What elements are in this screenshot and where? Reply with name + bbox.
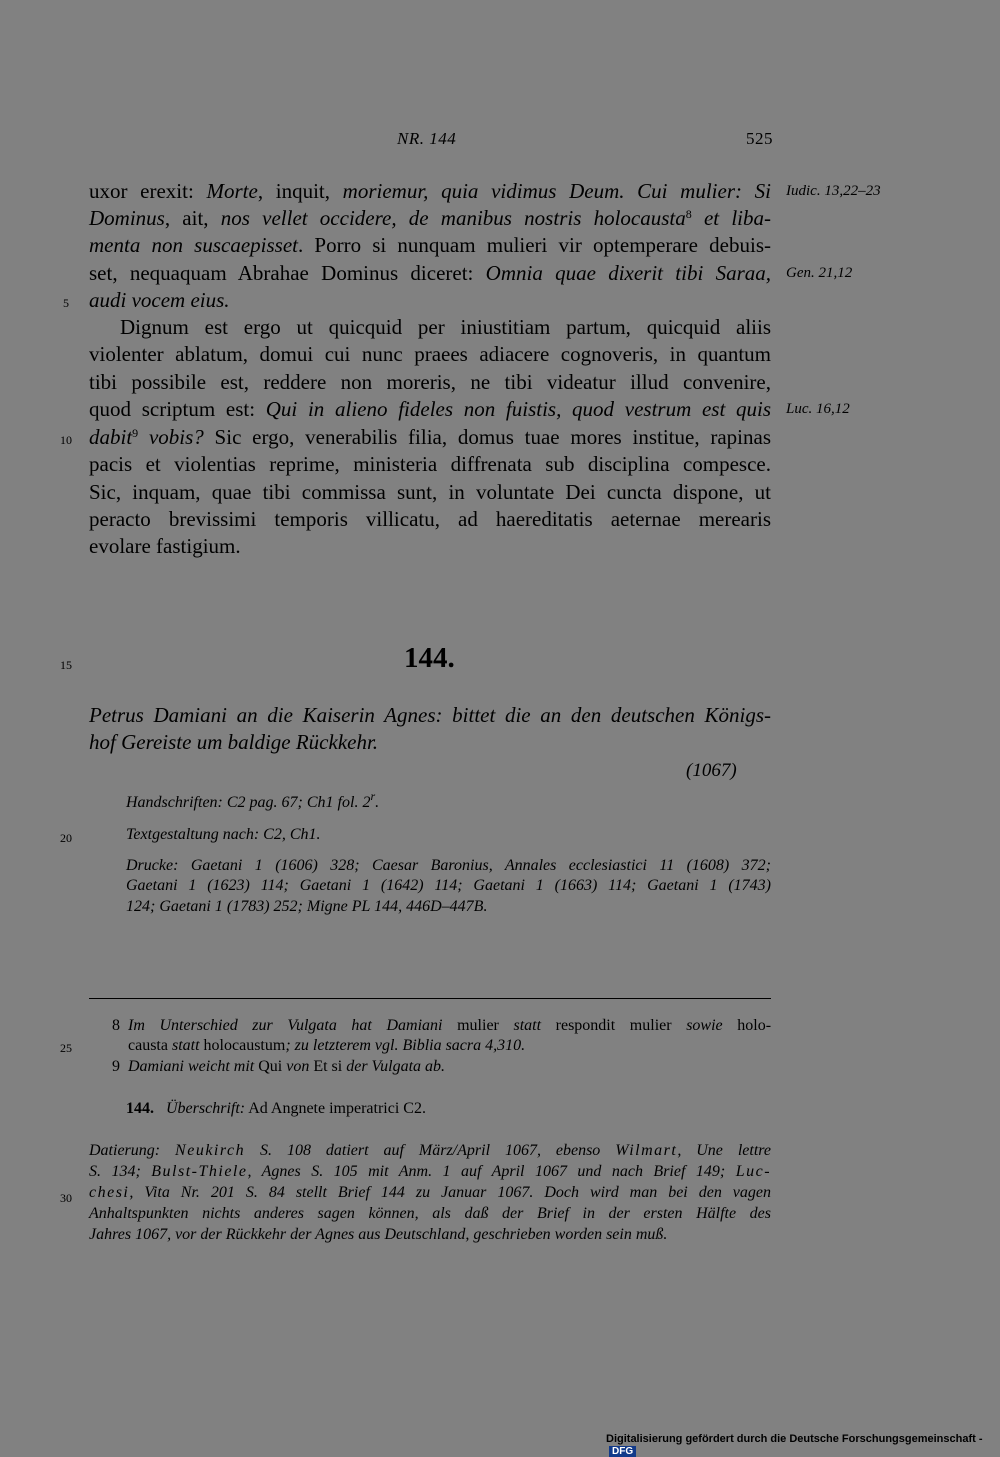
dating-line: Jahres 1067, vor der Rückkehr der Agnes aus Deutschland, geschrieben worden sein muß. xyxy=(89,1226,668,1243)
apparatus-note: 144. Überschrift: Ad Angnete imperatrici C2. xyxy=(126,1100,426,1117)
letter-number: 144. xyxy=(404,642,455,674)
dating-line: chesi, Vita Nr. 201 S. 84 stellt Brief 144 zu Januar 1067. Doch wird man bei den vagen xyxy=(89,1184,771,1201)
letter-date: (1067) xyxy=(686,760,737,781)
line-number: 20 xyxy=(60,831,72,845)
text-line-13: peracto brevissimi temporis villicatu, ad haereditatis aeternae merearis xyxy=(89,507,771,531)
editions-line: Gaetani 1 (1623) 114; Gaetani 1 (1642) 114; Gaetani 1 (1663) 114; Gaetani 1 (1743) xyxy=(126,877,771,894)
footnote-divider xyxy=(89,998,771,999)
text-line-6: Dignum est ergo ut quicquid per iniustitiam partum, quicquid aliis xyxy=(120,315,771,339)
letter-title-line: Petrus Damiani an die Kaiserin Agnes: bittet die an den deutschen Königs- xyxy=(89,703,771,727)
text-basis: Textgestaltung nach: C2, Ch1. xyxy=(126,826,321,843)
footnote-number: 9 xyxy=(112,1058,120,1075)
text-line-4: set, nequaquam Abrahae Dominus diceret: Omnia quae dixerit tibi Saraa, xyxy=(89,261,771,285)
text-line-11: pacis et violentias reprime, ministeria diffrenata sub disciplina compesce. xyxy=(89,452,771,476)
text-line-3: menta non suscaepisset. Porro si nunquam mulieri vir optemperare debuis- xyxy=(89,233,771,257)
margin-reference: Gen. 21,12 xyxy=(786,265,853,281)
dating-line: S. 134; Bulst-Thiele, Agnes S. 105 mit Anm. 1 auf April 1067 und nach Brief 149; Luc- xyxy=(89,1163,772,1180)
footnote-8-line: Im Unterschied zur Vulgata hat Damiani mulier statt respondit mulier sowie holo- xyxy=(128,1017,772,1034)
footnote-ref-8[interactable]: 8 xyxy=(685,207,692,221)
text-line-1: uxor erexit: Morte, inquit, moriemur, quia vidimus Deum. Cui mulier: Si xyxy=(89,179,771,203)
footnote-ref-9[interactable]: 9 xyxy=(132,426,139,440)
letter-title-line: hof Gereiste um baldige Rückkehr. xyxy=(89,730,379,754)
line-number: 30 xyxy=(60,1191,72,1205)
editions-line: 124; Gaetani 1 (1783) 252; Migne PL 144, 446D–447B. xyxy=(126,898,488,915)
text-line-5: audi vocem eius. xyxy=(89,288,230,312)
line-number: 5 xyxy=(63,296,69,310)
margin-reference: Iudic. 13,22–23 xyxy=(786,183,881,199)
page-number: 525 xyxy=(746,129,773,148)
editions-line: Drucke: Gaetani 1 (1606) 328; Caesar Baronius, Annales ecclesiastici 11 (1608) 372; xyxy=(126,857,771,874)
text-line-14: evolare fastigium. xyxy=(89,534,241,558)
text-line-8: tibi possibile est, reddere non moreris, ne tibi videatur illud convenire, xyxy=(89,370,771,394)
text-line-7: violenter ablatum, domui cui nunc praees adiacere cognoveris, in quantum xyxy=(89,342,771,366)
footnote-8-line: causta statt holocaustum; zu letzterem vgl. Biblia sacra 4,310. xyxy=(128,1037,526,1054)
dfg-logo: DFG xyxy=(609,1446,636,1457)
line-number: 15 xyxy=(60,658,72,672)
text-line-2: Dominus, ait, nos vellet occidere, de manibus nostris holocausta$^8$ et liba- xyxy=(89,206,771,230)
text-line-10: dabit$^9$ vobis? Sic ergo, venerabilis filia, domus tuae mores institue, rapinas xyxy=(89,425,772,449)
line-number: 25 xyxy=(60,1041,72,1055)
line-number: 10 xyxy=(60,433,72,447)
running-head: NR. 144 xyxy=(397,129,457,148)
manuscripts: Handschriften: C2 pag. 67; Ch1 fol. 2$^r$. xyxy=(126,789,380,811)
text-line-12: Sic, inquam, quae tibi commissa sunt, in voluntate Dei cuncta dispone, ut xyxy=(89,480,771,504)
text-line-9: quod scriptum est: Qui in alieno fideles non fuistis, quod vestrum est quis xyxy=(89,397,771,421)
dating-line: Datierung: Neukirch S. 108 datiert auf März/April 1067, ebenso Wilmart, Une lettre xyxy=(89,1142,772,1159)
footnote-number: 8 xyxy=(112,1017,120,1034)
margin-reference: Luc. 16,12 xyxy=(786,401,850,417)
dating-line: Anhaltspunkten nichts anderes sagen können, als daß der Brief in der ersten Hälfte des xyxy=(89,1205,771,1222)
funding-credit: Digitalisierung gefördert durch die Deutsche Forschungsgemeinschaft -DFG xyxy=(606,1433,983,1457)
footnote-9-line: Damiani weicht mit Qui von Et si der Vulgata ab. xyxy=(128,1058,446,1075)
